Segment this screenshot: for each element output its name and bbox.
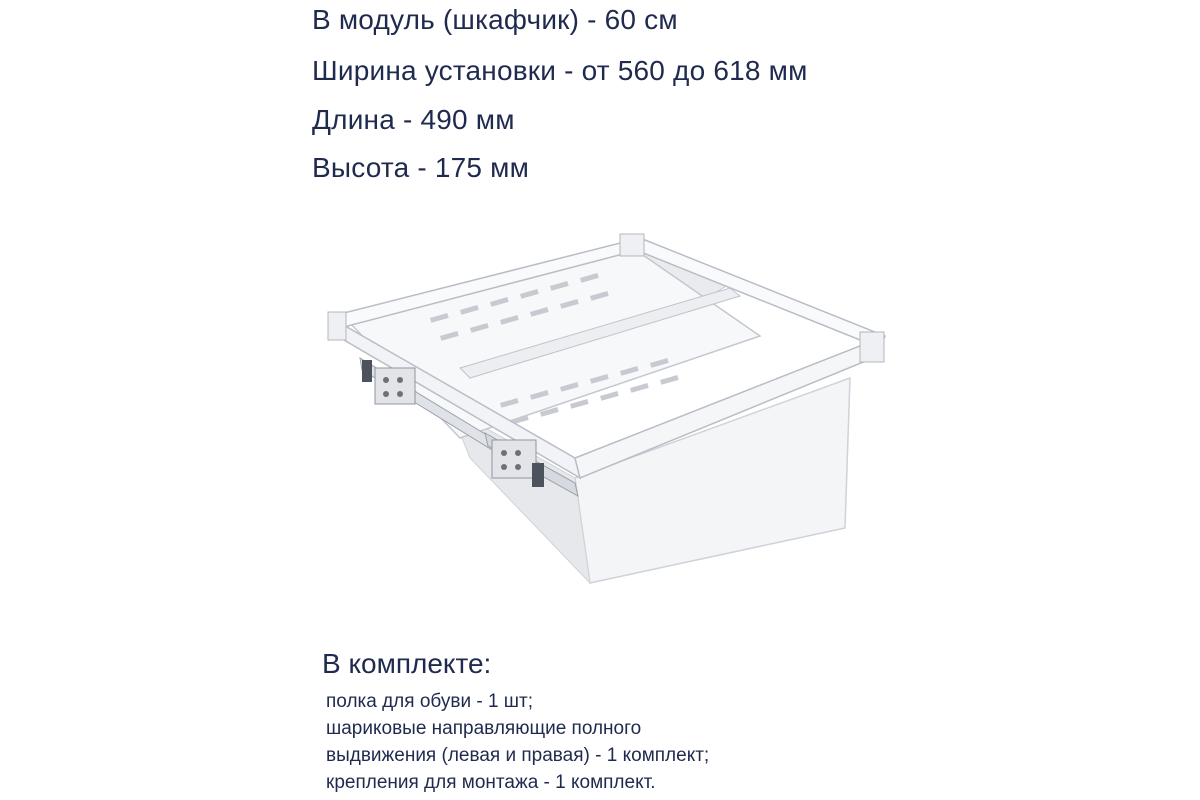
spec-install-width: Ширина установки - от 560 до 618 мм <box>312 55 808 86</box>
kit-item: выдвижения (левая и правая) - 1 комплект; <box>326 745 710 766</box>
spec-length: Длина - 490 мм <box>312 104 515 135</box>
kit-item: полка для обуви - 1 шт; <box>326 691 534 712</box>
kit-item: крепления для монтажа - 1 комплект. <box>326 772 656 793</box>
kit-title: В комплекте: <box>322 648 492 679</box>
kit-list <box>326 688 709 796</box>
kit-item: шариковые направляющие полного <box>326 718 642 739</box>
spec-height: Высота - 175 мм <box>312 152 530 183</box>
shoe-shelf-drawer-image <box>320 228 900 588</box>
spec-module-width: В модуль (шкафчик) - 60 см <box>312 4 678 35</box>
